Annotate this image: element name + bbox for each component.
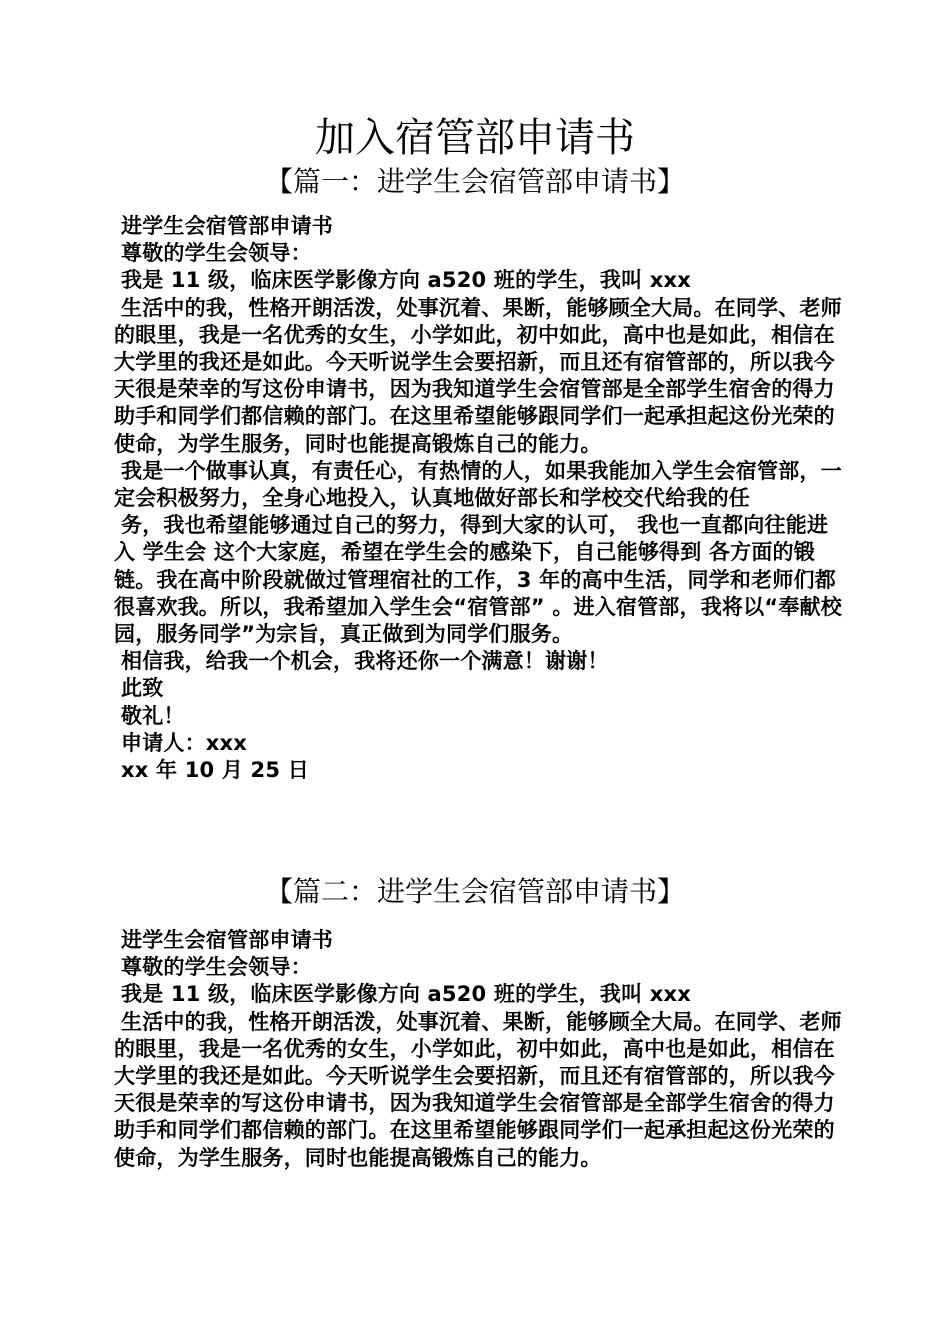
section-1-heading: 【篇一：进学生会宿管部申请书】 bbox=[264, 165, 685, 198]
closing-line-2: 敬礼！ bbox=[121, 703, 185, 728]
paragraph-4: 相信我，给我一个机会，我将还你一个满意！谢谢！ bbox=[121, 649, 609, 674]
intro-line: 我是 11 级，临床医学影像方向 a520 班的学生，我叫 xxx bbox=[121, 982, 692, 1007]
section-2-body bbox=[114, 927, 844, 1172]
signature: 申请人：xxx bbox=[121, 730, 248, 755]
paragraph-3: 务，我也希望能够通过自己的努力，得到大家的认可， 我也一直都向往能进入 学生会 这个大家庭，希望在学生会的感染下，自己能够得到 各方面的锻链。我在高中阶段就做过管理宿社的工作，3 年的高中生活，同学和老师们都很喜欢我。所以，我希望加入学生会“宿管部” 。进入宿管部，我将以“奉献校园，服务同学”为宗旨，真正做到为同学们服务。 bbox=[114, 513, 842, 647]
paragraph-1: 生活中的我，性格开朗活泼，处事沉着、果断，能够顾全大局。在同学、老师的眼里，我是一名优秀的女生，小学如此，初中如此，高中也是如此，相信在大学里的我还是如此。今天听说学生会要招新，而且还有宿管部的，所以我今天很是荣幸的写这份申请书，因为我知道学生会宿管部是全部学生宿舍的得力助手和同学们都信赖的部门。在这里希望能够跟同学们一起承担起这份光荣的使命，为学生服务，同时也能提高锻炼自己的能力。 bbox=[114, 295, 842, 456]
document-title: 加入宿管部申请书 bbox=[315, 115, 635, 161]
section-2-heading: 【篇二：进学生会宿管部申请书】 bbox=[264, 875, 685, 908]
letter-title: 进学生会宿管部申请书 bbox=[121, 214, 333, 238]
intro-line: 我是 11 级，临床医学影像方向 a520 班的学生，我叫 xxx bbox=[121, 268, 692, 293]
paragraph-1: 生活中的我，性格开朗活泼，处事沉着、果断，能够顾全大局。在同学、老师的眼里，我是一名优秀的女生，小学如此，初中如此，高中也是如此，相信在大学里的我还是如此。今天听说学生会要招新，而且还有宿管部的，所以我今天很是荣幸的写这份申请书，因为我知道学生会宿管部是全部学生宿舍的得力助手和同学们都信赖的部门。在这里希望能够跟同学们一起承担起这份光荣的使命，为学生服务，同时也能提高锻炼自己的能力。 bbox=[114, 1009, 842, 1170]
closing-line-1: 此致 bbox=[121, 676, 164, 701]
salutation: 尊敬的学生会领导： bbox=[121, 955, 312, 980]
date: xx 年 10 月 25 日 bbox=[121, 758, 309, 783]
paragraph-2: 我是一个做事认真，有责任心，有热情的人，如果我能加入学生会宿管部，一定会积极努力，全身心地投入，认真地做好部长和学校交代给我的任 bbox=[114, 458, 842, 511]
letter-title: 进学生会宿管部申请书 bbox=[121, 928, 333, 952]
section-1-body bbox=[114, 213, 844, 784]
salutation: 尊敬的学生会领导： bbox=[121, 241, 312, 266]
